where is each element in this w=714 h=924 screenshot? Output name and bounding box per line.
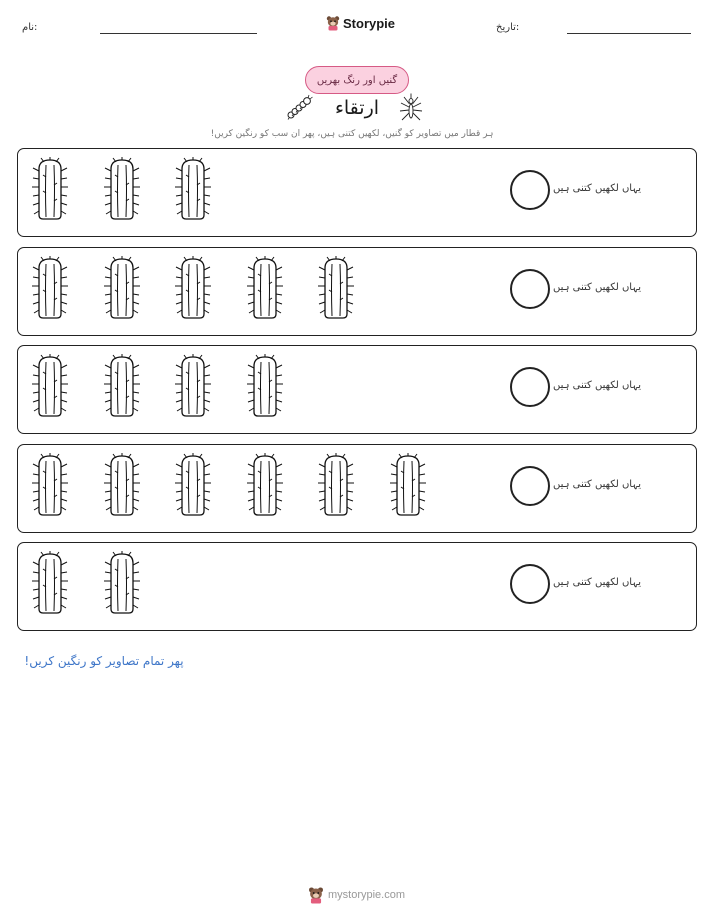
answer-label: یہاں لکھیں کتنی ہیں [553, 183, 641, 194]
answer-circle[interactable] [510, 564, 550, 604]
answer-label: یہاں لکھیں کتنی ہیں [553, 577, 641, 588]
answer-label: یہاں لکھیں کتنی ہیں [553, 478, 641, 490]
cactus-icon[interactable] [388, 453, 428, 519]
answer-circle[interactable] [510, 170, 550, 210]
name-label: نام: [22, 22, 38, 33]
counting-row [17, 444, 697, 533]
brand-name: Storypie [343, 15, 396, 31]
cactus-icon[interactable] [173, 354, 213, 420]
mosquito-icon [399, 93, 423, 123]
cactus-icon[interactable] [30, 551, 70, 617]
footer-url[interactable]: mystorypie.com [328, 889, 406, 901]
cactus-icon[interactable] [30, 256, 70, 322]
cactus-icon[interactable] [30, 157, 70, 223]
counting-row [17, 542, 697, 631]
cactus-group [18, 346, 478, 433]
cactus-group [18, 149, 478, 236]
cactus-icon[interactable] [245, 256, 285, 322]
answer-label: یہاں لکھیں کتنی ہیں [553, 380, 641, 391]
bear-mascot-icon [308, 886, 324, 904]
cactus-icon[interactable] [245, 453, 285, 519]
cactus-icon[interactable] [102, 354, 142, 420]
cactus-icon[interactable] [316, 256, 356, 322]
answer-circle[interactable] [510, 269, 550, 309]
counting-row [17, 148, 697, 237]
final-note: پھر تمام تصاویر کو رنگین کریں! [24, 654, 184, 668]
cactus-icon[interactable] [30, 354, 70, 420]
bear-mascot-icon [326, 15, 340, 31]
cactus-icon[interactable] [102, 453, 142, 519]
cactus-icon[interactable] [30, 453, 70, 519]
date-line[interactable] [567, 33, 691, 34]
cactus-icon[interactable] [102, 551, 142, 617]
name-line[interactable] [100, 33, 257, 34]
cactus-icon[interactable] [102, 157, 142, 223]
cactus-icon[interactable] [316, 453, 356, 519]
cactus-icon[interactable] [173, 157, 213, 223]
page-title: ارتقاء [334, 97, 380, 119]
date-label: تاریخ: [496, 22, 520, 33]
answer-circle[interactable] [510, 367, 550, 407]
counting-row [17, 247, 697, 336]
counting-row [17, 345, 697, 434]
cactus-icon[interactable] [245, 354, 285, 420]
footer [308, 884, 405, 906]
answer-label: یہاں لکھیں کتنی ہیں [553, 281, 641, 293]
answer-circle[interactable] [510, 466, 550, 506]
brand-logo [326, 13, 395, 33]
cactus-group [18, 445, 478, 532]
cactus-group [18, 543, 478, 630]
cactus-icon[interactable] [173, 453, 213, 519]
activity-pill: گنیں اور رنگ بھریں [305, 66, 409, 94]
instructions: ہر قطار میں تصاویر کو گنیں، لکھیں کتنی ہیں، پھر ان سب کو رنگین کریں! [210, 129, 494, 139]
cactus-group [18, 248, 478, 335]
cactus-icon[interactable] [173, 256, 213, 322]
cactus-icon[interactable] [102, 256, 142, 322]
